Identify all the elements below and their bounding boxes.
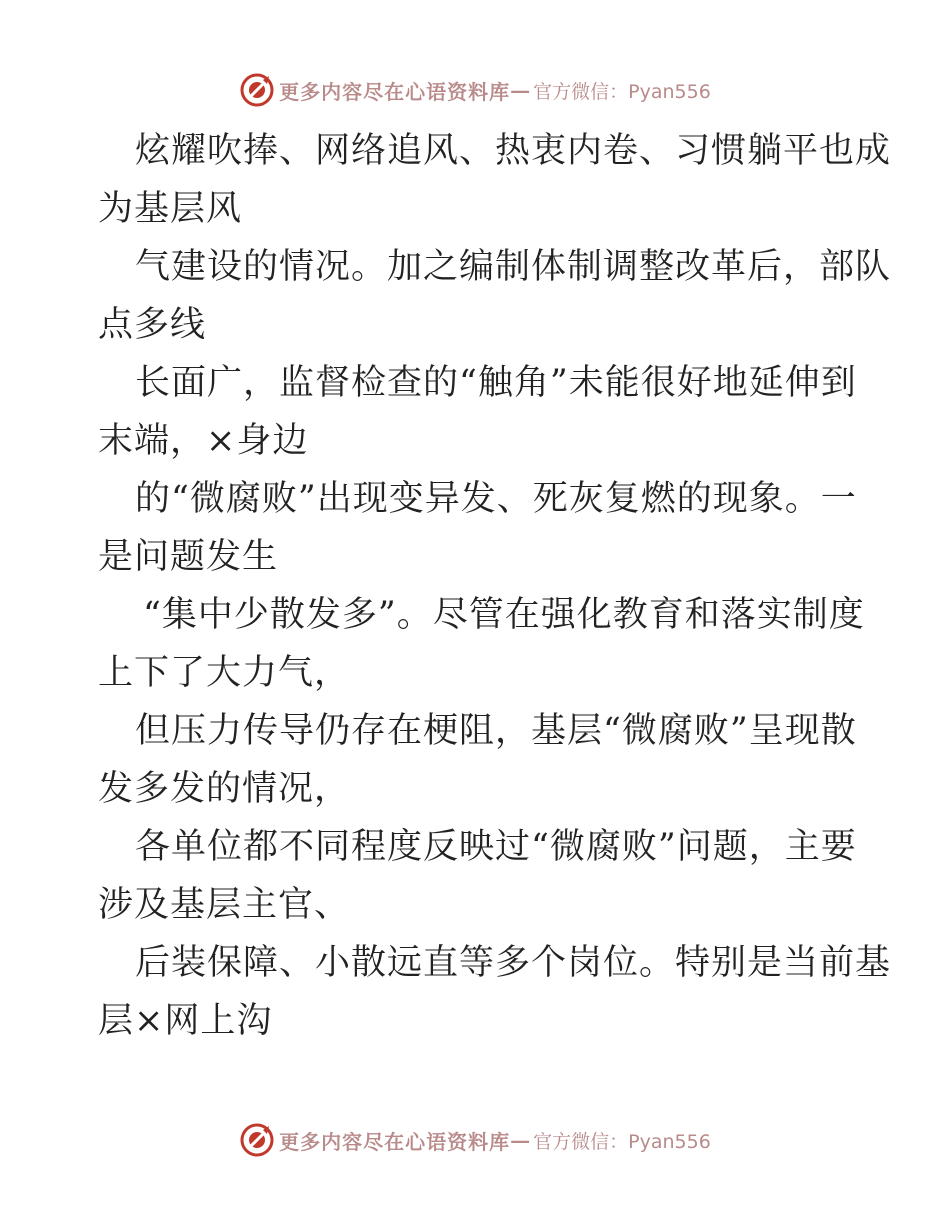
text-line: 点多线 <box>98 305 207 345</box>
text-line: 炫耀吹捧、网络追风、热衷内卷、习惯躺平也成 <box>135 131 892 171</box>
text-line: 层×网上沟 <box>98 1001 273 1041</box>
header-wechat-text: 官方微信：Pyan556 <box>533 80 711 103</box>
text-line: 长面广，监督检查的“触角”未能很好地延伸到 <box>135 363 857 403</box>
header-dash: — <box>510 78 532 102</box>
text-line: 但压力传导仍存在梗阻，基层“微腐败”呈现散 <box>135 711 857 751</box>
document-body <box>98 122 892 1050</box>
footer-brand-text: 更多内容尽在心语资料库 <box>279 1129 511 1154</box>
text-line: 为基层风 <box>98 189 243 229</box>
footer-wechat-text: 官方微信：Pyan556 <box>533 1130 711 1153</box>
text-line: 后装保障、小散远直等多个岗位。特别是当前基 <box>135 943 892 983</box>
text-line: 涉及基层主官、 <box>98 885 351 925</box>
text-line: 末端，×身边 <box>98 421 309 461</box>
text-line: 是问题发生 <box>98 537 279 577</box>
header-banner <box>0 70 950 110</box>
footer-dash: — <box>510 1128 532 1152</box>
text-line: 上下了大力气， <box>98 653 351 693</box>
header-brand-text: 更多内容尽在心语资料库 <box>279 79 511 104</box>
text-line: 发多发的情况， <box>98 769 351 809</box>
text-line: 各单位都不同程度反映过“微腐败”问题，主要 <box>135 827 857 867</box>
text-line: “集中少散发多”。尽管在强化教育和落实制度 <box>143 595 865 635</box>
footer-banner <box>0 1120 950 1160</box>
text-line: 气建设的情况。加之编制体制调整改革后，部队 <box>135 247 892 287</box>
text-line: 的“微腐败”出现变异发、死灰复燃的现象。一 <box>135 479 857 519</box>
brand-logo-icon <box>239 72 275 108</box>
brand-logo-icon <box>239 1122 275 1158</box>
